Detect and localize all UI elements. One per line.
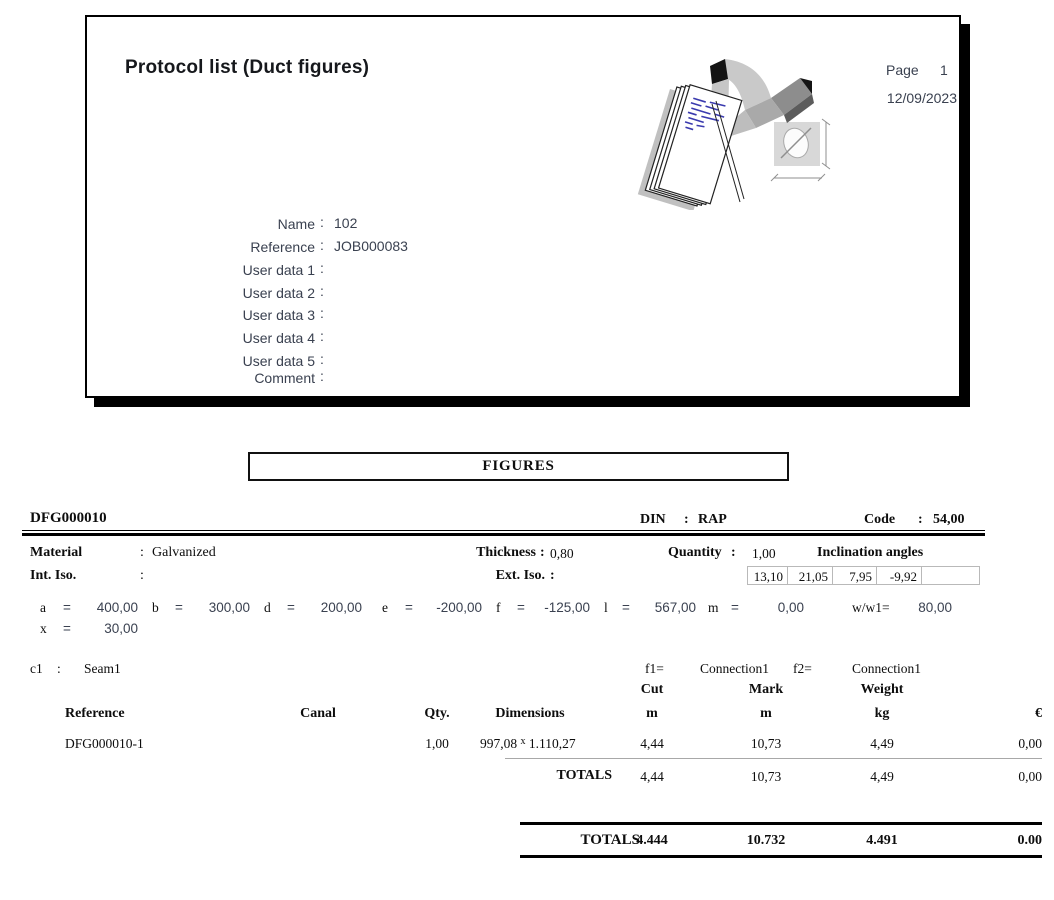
grand-totals-mark: 10.732 <box>746 833 786 848</box>
param-key: m <box>708 600 719 615</box>
field-label-user-data-1: User data 1 <box>242 262 315 278</box>
colon: : <box>684 512 689 527</box>
section-totals-rule <box>505 758 1042 759</box>
code-value: 54,00 <box>933 512 965 527</box>
param-key: x <box>40 621 47 636</box>
field-value-reference: JOB000083 <box>334 238 408 254</box>
header-thin-rule <box>22 530 985 531</box>
colon: : <box>320 283 324 299</box>
totals-weight: 4,49 <box>870 769 894 784</box>
grand-totals-weight: 4.491 <box>866 833 898 848</box>
colon: : <box>550 568 555 583</box>
grand-totals-price: 0.00 <box>1017 833 1042 848</box>
f1-label: f1= <box>645 661 664 676</box>
field-label-user-data-5: User data 5 <box>242 353 315 369</box>
dimension-height: 1.110,27 <box>528 736 576 751</box>
row-reference: DFG000010-1 <box>65 736 144 751</box>
col-header-dimensions: Dimensions <box>495 706 565 721</box>
group-header-mark: Mark <box>748 682 784 697</box>
colon: : <box>320 214 324 230</box>
field-value-name: 102 <box>334 215 358 231</box>
header-thick-rule <box>22 533 985 536</box>
col-header-weight-unit: kg <box>874 706 890 721</box>
param-value: 300,00 <box>208 600 250 615</box>
row-mark: 10,73 <box>750 736 782 751</box>
equals: = <box>405 600 413 615</box>
colon: : <box>540 545 545 560</box>
colon: : <box>320 305 324 321</box>
col-header-qty: Qty. <box>424 706 450 721</box>
colon: : <box>57 661 61 676</box>
param-key: f <box>496 600 501 615</box>
equals: = <box>175 600 183 615</box>
figures-banner-label: FIGURES <box>482 458 555 474</box>
colon: : <box>320 328 324 344</box>
report-header-panel <box>85 15 961 398</box>
duct-clipart-icon <box>632 52 832 210</box>
equals: = <box>622 600 630 615</box>
param-value: 30,00 <box>104 621 138 636</box>
param-key: a <box>40 600 46 615</box>
param-value: -125,00 <box>544 600 590 615</box>
colon: : <box>320 351 324 367</box>
thickness-label: Thickness <box>476 545 536 560</box>
col-header-reference: Reference <box>65 706 125 721</box>
row-weight: 4,49 <box>870 736 894 751</box>
param-value: 567,00 <box>654 600 696 615</box>
equals: = <box>517 600 525 615</box>
figure-id: DFG000010 <box>30 510 107 526</box>
colon: : <box>140 568 144 583</box>
row-price: 0,00 <box>1018 736 1042 751</box>
col-header-cut-unit: m <box>646 706 658 721</box>
material-value: Galvanized <box>152 545 216 560</box>
param-key: d <box>264 600 271 615</box>
equals: = <box>63 621 71 636</box>
field-label-user-data-4: User data 4 <box>242 330 315 346</box>
grand-totals-bottom-rule <box>520 855 1042 858</box>
thickness-value: 0,80 <box>550 546 574 561</box>
field-label-reference: Reference <box>250 239 315 255</box>
quantity-value: 1,00 <box>752 546 776 561</box>
colon: : <box>140 545 144 560</box>
param-key: l <box>604 600 608 615</box>
colon: : <box>320 237 324 253</box>
row-cut: 4,44 <box>640 736 664 751</box>
param-key: b <box>152 600 159 615</box>
din-value: RAP <box>698 512 727 527</box>
totals-cut: 4,44 <box>640 769 664 784</box>
paper-stack-shape <box>638 79 742 210</box>
int-iso-label: Int. Iso. <box>30 568 77 583</box>
grand-totals-cut: 4.444 <box>636 833 668 848</box>
ext-iso-label: Ext. Iso. <box>495 568 545 583</box>
figures-section-banner <box>248 452 789 481</box>
colon: : <box>320 368 324 384</box>
equals: = <box>731 600 739 615</box>
w-w1-value: 80,00 <box>918 600 952 615</box>
w-w1-label: w/w1= <box>852 600 890 615</box>
material-label: Material <box>30 545 83 560</box>
quantity-label: Quantity <box>668 545 722 560</box>
c1-label: c1 <box>30 661 43 676</box>
grand-totals-top-rule <box>520 822 1042 825</box>
inclination-angle-cell: -9,92 <box>877 566 922 585</box>
param-value: 400,00 <box>96 600 138 615</box>
colon: : <box>320 260 324 276</box>
totals-mark: 10,73 <box>750 769 782 784</box>
group-header-weight: Weight <box>860 682 904 697</box>
col-header-mark-unit: m <box>760 706 772 721</box>
inclination-angle-cell: 13,10 <box>747 566 788 585</box>
page-label: Page <box>886 62 919 78</box>
param-value: 0,00 <box>777 600 804 615</box>
row-dimensions <box>480 736 576 752</box>
f2-value: Connection1 <box>852 661 921 676</box>
inclination-angle-cell <box>922 566 980 585</box>
field-label-user-data-3: User data 3 <box>242 307 315 323</box>
field-label-comment: Comment <box>254 370 315 386</box>
field-label-user-data-2: User data 2 <box>242 285 315 301</box>
colon: : <box>731 545 736 560</box>
field-label-name: Name <box>277 216 315 232</box>
din-label: DIN <box>640 512 666 527</box>
f2-label: f2= <box>793 661 812 676</box>
inclination-angle-cell: 7,95 <box>833 566 877 585</box>
totals-price: 0,00 <box>1018 769 1042 784</box>
equals: = <box>63 600 71 615</box>
param-key: e <box>382 600 388 615</box>
page-title: Protocol list (Duct figures) <box>125 57 370 78</box>
param-value: 200,00 <box>320 600 362 615</box>
c1-value: Seam1 <box>84 661 121 676</box>
code-label: Code <box>864 512 896 527</box>
param-value: -200,00 <box>436 600 482 615</box>
equals: = <box>287 600 295 615</box>
inclination-angles-label: Inclination angles <box>817 545 924 560</box>
row-qty: 1,00 <box>425 736 449 751</box>
col-header-price-unit: € <box>1035 706 1042 721</box>
dimension-width: 997,08 <box>480 736 518 751</box>
page-number: 1 <box>940 62 948 78</box>
group-header-cut: Cut <box>640 682 664 697</box>
col-header-canal: Canal <box>300 706 336 721</box>
inclination-angles-table <box>747 566 980 585</box>
colon: : <box>918 512 923 527</box>
times-sign: x <box>520 736 526 747</box>
grand-totals-label: TOTALS <box>580 832 640 848</box>
totals-label: TOTALS <box>556 768 612 783</box>
report-date: 12/09/2023 <box>886 90 957 106</box>
f1-value: Connection1 <box>700 661 769 676</box>
inclination-angle-cell: 21,05 <box>788 566 833 585</box>
